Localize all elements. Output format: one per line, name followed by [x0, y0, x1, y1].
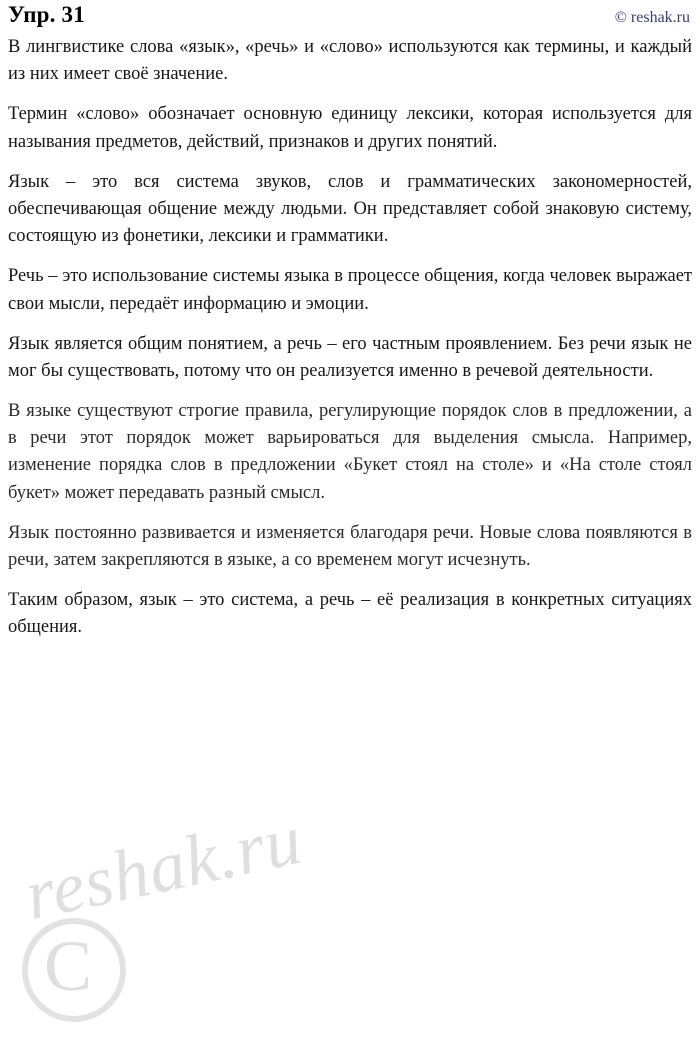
paragraph: Таким образом, язык – это система, а речь – её реализация в конкретных ситуациях общения. — [8, 590, 692, 638]
document-body — [8, 34, 692, 642]
paragraph: Язык является общим понятием, а речь – его частным проявлением. Без речи язык не мог бы существовать, потому что он реализуется именно в речевой деятельности. — [8, 333, 692, 381]
paragraph: Речь – это использование системы языка в процессе общения, когда человек выражает свои мысли, передаёт информацию и эмоции. — [8, 266, 692, 314]
watermark-copyright-letter: C — [44, 926, 93, 1006]
copyright-notice: © reshak.ru — [614, 9, 690, 26]
paragraph: В лингвистике слова «язык», «речь» и «слово» используются как термины, и каждый из них имеет своё значение. — [8, 37, 692, 85]
page-header — [8, 0, 692, 32]
watermark-circle-icon — [22, 918, 126, 1022]
watermark-text: reshak.ru — [18, 798, 310, 936]
page-title: Упр. 31 — [8, 2, 85, 27]
paragraph: В языке существуют строгие правила, регулирующие порядок слов в предложении, а в речи этот порядок может варьироваться для выделения смысла. Например, изменение порядка слов в предложении «Букет стоял на столе» и «На столе стоял букет» может передавать разный смысл. — [8, 401, 692, 503]
paragraph: Язык – это вся система звуков, слов и грамматических закономерностей, обеспечивающая общение между людьми. Он представляет собой знаковую систему, состоящую из фонетики, лексики и грамматики. — [8, 171, 692, 247]
paragraph: Термин «слово» обозначает основную единицу лексики, которая используется для называния предметов, действий, признаков и других понятий. — [8, 104, 692, 152]
paragraph: Язык постоянно развивается и изменяется благодаря речи. Новые слова появляются в речи, затем закрепляются в языке, а со временем могут исчезнуть. — [8, 522, 692, 570]
